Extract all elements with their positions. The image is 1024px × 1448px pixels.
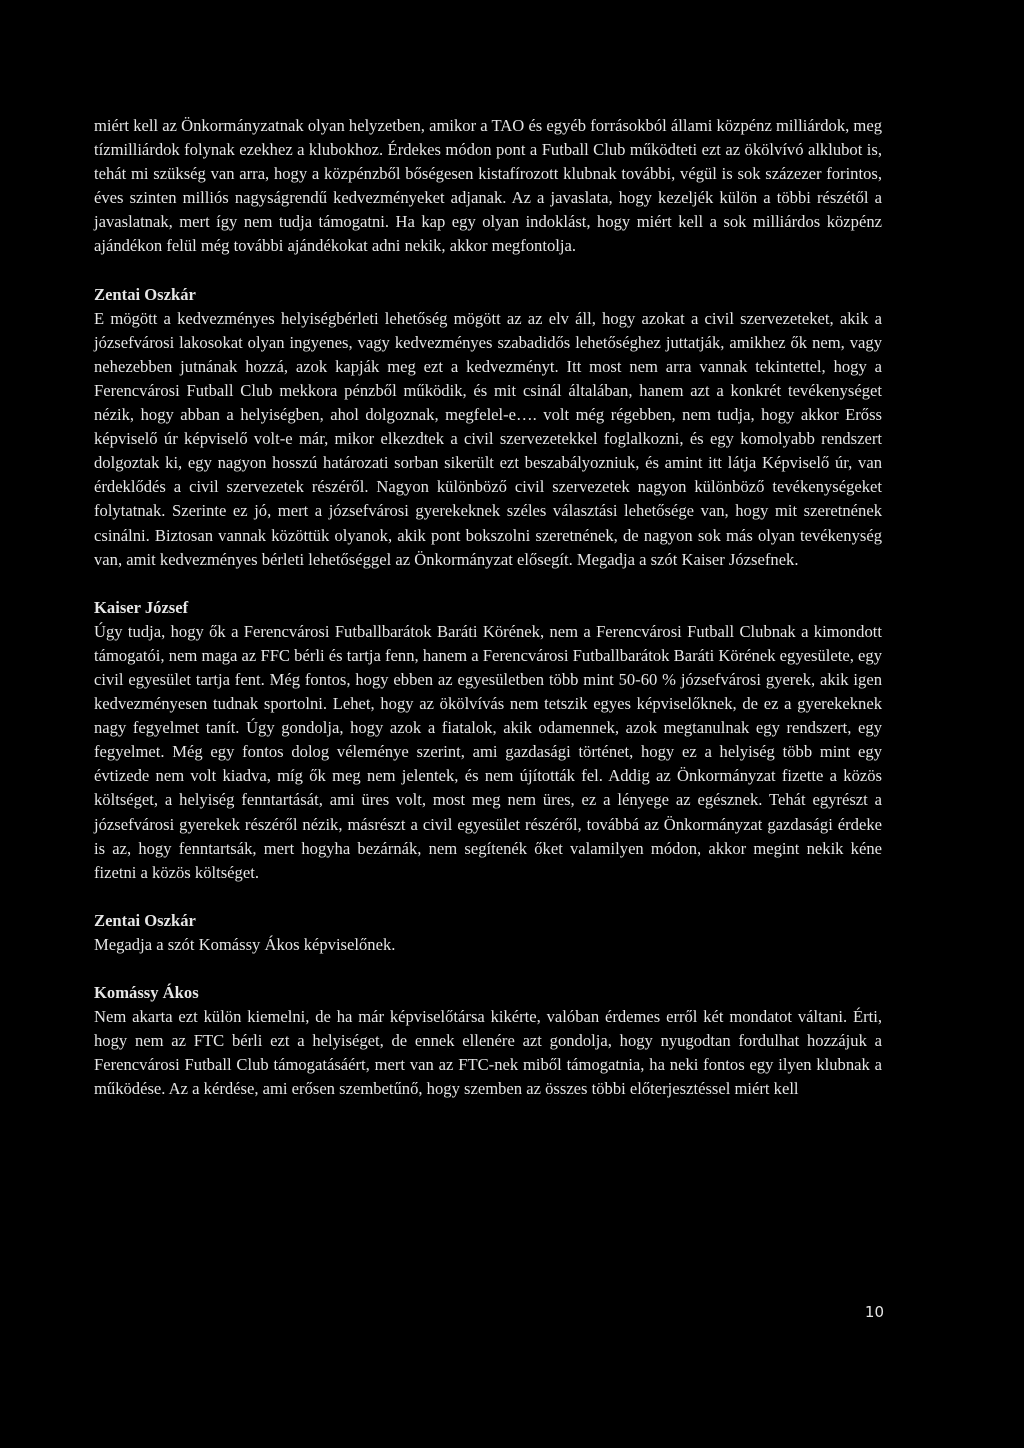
speaker-name: Komássy Ákos	[94, 983, 199, 1002]
document-body	[94, 114, 882, 1101]
speaker-section-kaiser	[94, 596, 882, 885]
speaker-section-zentai-1	[94, 283, 882, 572]
speaker-section-zentai-2	[94, 909, 882, 957]
speaker-name: Kaiser József	[94, 597, 189, 617]
speaker-text: Nem akarta ezt külön kiemelni, de ha már képviselőtársa kikérte, valóban érdemes erről két mondatot váltani. Érti, hogy nem az FTC bérli ezt a helyiséget, de ennek ellenére azt gondolja, hogy nyugodtan fordulhat hozzájuk a Ferencvárosi Futball Club támogatásáért, mert van az FTC-nek miből támogatnia, ha neki fontos egy ilyen klubnak a működése. Az a kérdése, ami erősen szembetűnő, hogy szemben az összes többi előterjesztéssel miért kell	[94, 1007, 882, 1099]
speaker-text: Úgy tudja, hogy ők a Ferencvárosi Futballbarátok Baráti Körének, nem a Ferencvárosi Futball Clubnak a kimondott támogatói, nem maga az FFC bérli és tartja fenn, hanem a Ferencvárosi Futballbarátok Baráti Körének egyesülete, egy civil egyesület tartja fent. Még fontos, hogy ebben az egyesületben több mint 50-60 % józsefvárosi gyerek, akik igen kedvezményesen tudnak sportolni. Lehet, hogy az ökölvívás nem tetszik egyes képviselőknek, de ez a gyerekeknek nagy fegyelmet tanít. Úgy gondolja, hogy azok a fiatalok, akik odamennek, azok megtanulnak egy rendszert, egy fegyelmet. Még egy fontos dolog véleménye szerint, ami gazdasági történet, hogy ez a helyiség több mint egy évtizede nem volt kiadva, míg ők meg nem jelentek, és nem újították fel. Addig az Önkormányzat fizette a közös költséget, a helyiség fenntartását, ami üres volt, most meg nem üres, ez a lényege az egésznek. Tehát egyrészt a józsefvárosi gyerekek részéről nézik, másrészt a civil egyesület részéről, továbbá az Önkormányzat gazdasági érdeke is az, hogy fenntartsák, mert hogyha bezárnák, nem segítenék őket valamilyen módon, akkor megint nekik kéne fizetni a közös költséget.	[94, 621, 882, 882]
speaker-name: Zentai Oszkár	[94, 910, 196, 930]
speaker-section-komassy	[94, 981, 882, 1101]
speaker-name: Zentai Oszkár	[94, 284, 196, 304]
page-number: 10	[864, 1303, 884, 1321]
speaker-text: E mögött a kedvezményes helyiségbérleti lehetőség mögött az az elv áll, hogy azokat a civil szervezeteket, akik a józsefvárosi lakosokat olyan ingyenes, vagy kedvezményes szabadidős lehetőséghez juttatják, amikhez ők nem, vagy nehezebben jutnának hozzá, azok kapják meg ezt a kedvezményt. Itt most nem arra vannak tekintettel, hogy a Ferencvárosi Futball Club mekkora pénzből működik, és mit csinál általában, hanem azt a konkrét tevékenységet nézik, hogy abban a helyiségben, ahol dolgoznak, megfelel-e…. volt még régebben, nem tudja, hogy akkor Erőss képviselő úr képviselő volt-e már, mikor elkezdtek a civil szervezetekkel foglalkozni, és egy komolyabb rendszert dolgoztak ki, egy nagyon hosszú határozati sorban sikerült ezt beszabályozniuk, és amint itt látja Képviselő úr, van érdeklődés a civil szervezetek részéről. Nagyon különböző civil szervezetek nagyon különböző tevékenységeket folytatnak. Szerinte ez jó, mert a józsefvárosi gyerekeknek széles választási lehetősége van, hogy mit szeretnének csinálni. Biztosan vannak közöttük olyanok, akik pont bokszolni szeretnének, de nagyon sok más olyan tevékenység van, amit kedvezményes bérleti lehetőséggel az Önkormányzat elősegít. Megadja a szót Kaiser Józsefnek.	[94, 308, 882, 569]
intro-paragraph: miért kell az Önkormányzatnak olyan helyzetben, amikor a TAO és egyéb forrásokból állami közpénz milliárdok, meg tízmilliárdok folynak ezekhez a klubokhoz. Érdekes módon pont a Futball Club működteti ezt az ökölvívó alklubot is, tehát mi szükség van arra, hogy a közpénzből bőségesen kistafírozott klubnak további, végül is sok százezer forintos, éves szinten milliós nagyságrendű kedvezményeket adjanak. Az a javaslata, hogy kezeljék külön a többi részétől a javaslatnak, mert így nem tudja támogatni. Ha kap egy olyan indoklást, hogy miért kell a sok milliárdos közpénz ajándékon felül még további ajándékokat adni nekik, akkor megfontolja.	[94, 116, 882, 256]
speaker-text: Megadja a szót Komássy Ákos képviselőnek.	[94, 934, 396, 954]
